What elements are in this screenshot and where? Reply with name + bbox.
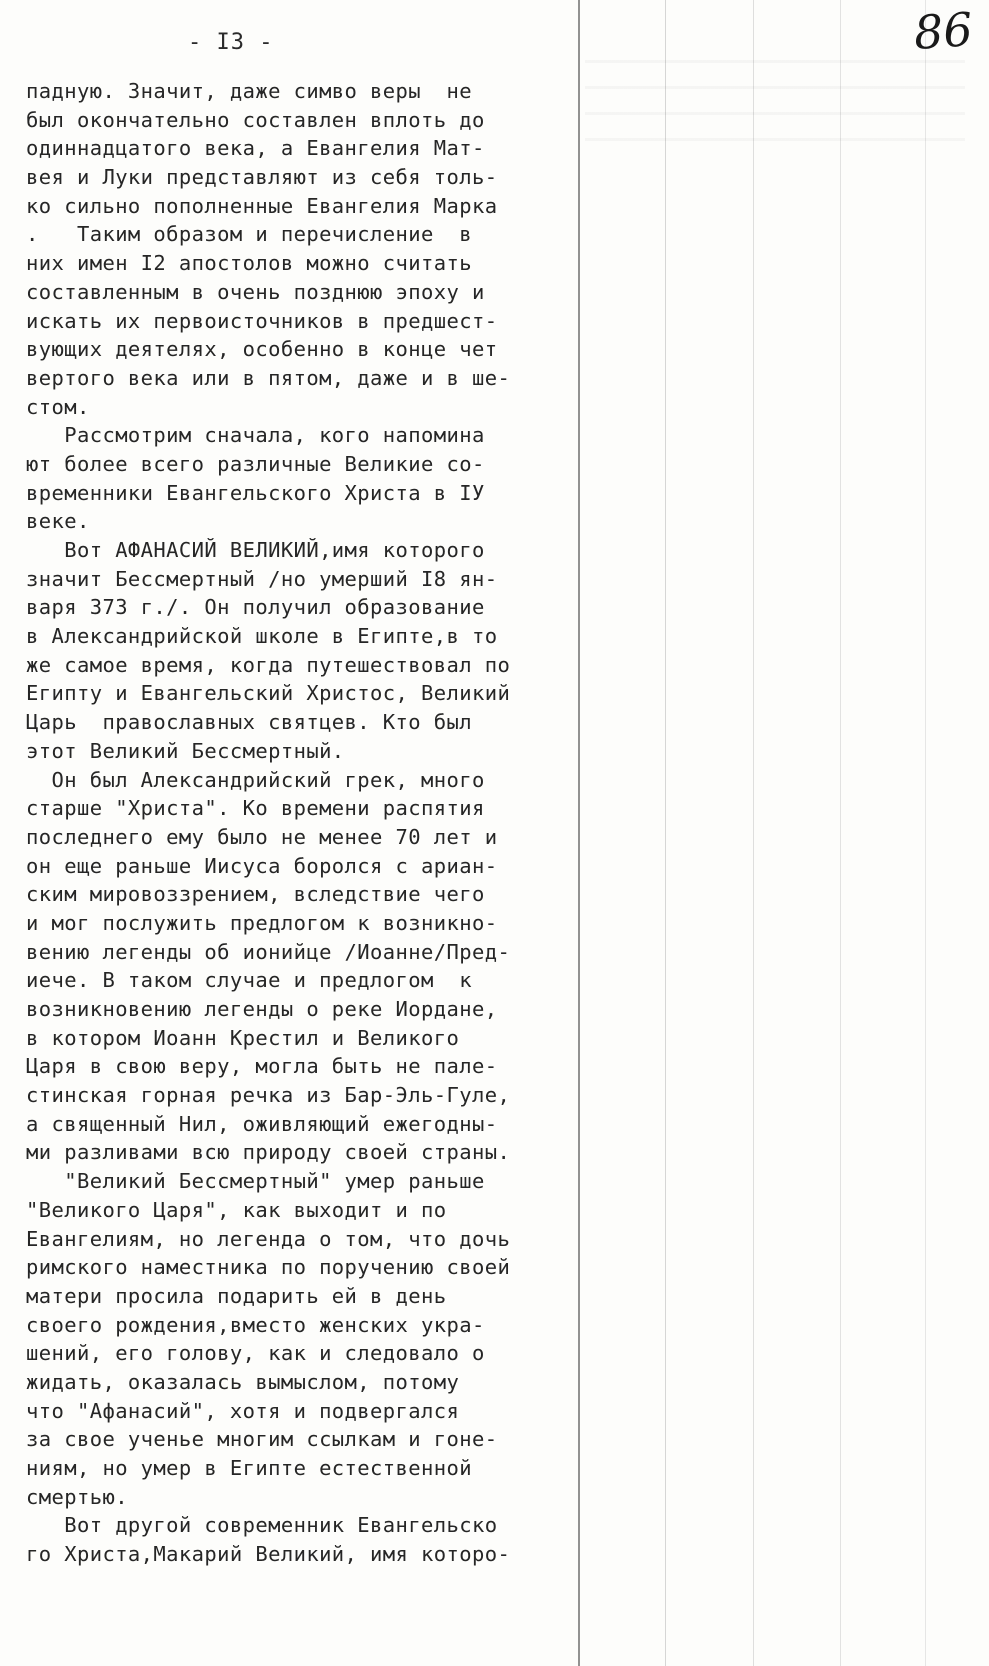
text-line: Вот АФАНАСИЙ ВЕЛИКИЙ,имя которого — [26, 538, 485, 562]
text-line: ко сильно пополненные Евангелия Марка — [26, 193, 498, 218]
text-line: последнего ему было не менее 70 лет и — [26, 824, 498, 849]
text-line: за свое ученье многим ссылкам и гоне- — [26, 1427, 498, 1452]
text-line: ниям, но умер в Египте естественной — [26, 1456, 472, 1480]
text-line: го Христа,Макарий Великий, имя которо- — [26, 1542, 511, 1567]
text-line: вертого века или в пятом, даже и в ше- — [26, 365, 511, 390]
text-line: стом. — [26, 394, 90, 419]
text-line: ским мировоззрением, вследствие чего — [26, 882, 485, 907]
text-line: значит Бессмертный /но умерший I8 ян- — [26, 566, 498, 591]
text-line: этот Великий Бессмертный. — [26, 738, 345, 763]
text-line: вующих деятелях, особенно в конце чет — [26, 337, 498, 362]
text-line: одиннадцатого века, а Евангелия Мат- — [26, 136, 485, 161]
text-line: искать их первоисточников в предшест- — [26, 308, 498, 333]
text-line: падную. Значит, даже симво веры не — [26, 79, 472, 103]
text-line: Он был Александрийский грек, много — [26, 767, 485, 792]
text-line: временники Евангельского Христа в IУ — [26, 480, 485, 505]
text-line: же самое время, когда путешествовал по — [26, 652, 511, 677]
text-line: иече. В таком случае и предлогом к — [26, 968, 472, 993]
background-rule — [925, 0, 926, 1666]
text-line: Египту и Евангельский Христос, Великий — [26, 681, 511, 706]
text-line: шений, его голову, как и следовало о — [26, 1341, 485, 1366]
text-line: матери просила подарить ей в день — [26, 1283, 447, 1308]
text-line: варя 373 г./. Он получил образование — [26, 595, 485, 620]
text-line: старше "Христа". Ко времени распятия — [26, 796, 485, 821]
typewritten-body — [26, 77, 546, 1569]
text-line: . Таким образом и перечисление в — [26, 222, 472, 247]
background-rule — [665, 0, 666, 1666]
text-line: Евангелиям, но легенда о том, что дочь — [26, 1226, 511, 1251]
text-line: в Александрийской школе в Египте,в то — [26, 624, 498, 649]
text-line: вея и Луки представляют из себя толь- — [26, 165, 498, 190]
ink-bleed-through — [585, 60, 965, 150]
text-line: стинская горная речка из Бар-Эль-Гуле, — [26, 1083, 511, 1108]
page-number: - I3 - — [188, 30, 274, 55]
text-line: "Великого Царя", как выходит и по — [26, 1197, 447, 1222]
text-line: что "Афанасий", хотя и подвергался — [26, 1398, 460, 1423]
text-line: и мог послужить предлогом к возникно- — [26, 910, 498, 935]
text-line: них имен I2 апостолов можно считать — [26, 251, 472, 276]
page-center-rule — [578, 0, 580, 1666]
text-line: смертью. — [26, 1484, 128, 1509]
background-rule — [753, 0, 754, 1666]
text-line: возникновению легенды о реке Иордане, — [26, 997, 498, 1021]
text-line: был окончательно составлен вплоть до — [26, 107, 485, 132]
handwritten-archive-number: 86 — [912, 2, 975, 60]
text-line: Царь православных святцев. Кто был — [26, 710, 472, 735]
text-line: в котором Иоанн Крестил и Великого — [26, 1025, 460, 1050]
text-line: "Великий Бессмертный" умер раньше — [26, 1169, 485, 1194]
text-line: он еще раньше Иисуса боролся с ариан- — [26, 853, 498, 878]
text-line: а священный Нил, оживляющий ежегодны- — [26, 1111, 498, 1136]
text-line: своего рождения,вместо женских укра- — [26, 1312, 485, 1337]
text-line: жидать, оказалась вымыслом, потому — [26, 1369, 460, 1394]
text-line: Вот другой современник Евангельско — [26, 1513, 498, 1538]
text-line: вению легенды об ионийце /Иоанне/Пред- — [26, 939, 511, 964]
text-line: Рассмотрим сначала, кого напомина — [26, 423, 485, 448]
text-line: составленным в очень позднюю эпоху и — [26, 279, 485, 304]
text-line: ют более всего различные Великие со- — [26, 451, 485, 476]
text-line: римского наместника по поручению своей — [26, 1255, 511, 1280]
text-line: веке. — [26, 509, 90, 534]
text-line: Царя в свою веру, могла быть не пале- — [26, 1054, 498, 1079]
background-rule — [840, 0, 841, 1666]
text-line: ми разливами всю природу своей страны. — [26, 1140, 511, 1165]
